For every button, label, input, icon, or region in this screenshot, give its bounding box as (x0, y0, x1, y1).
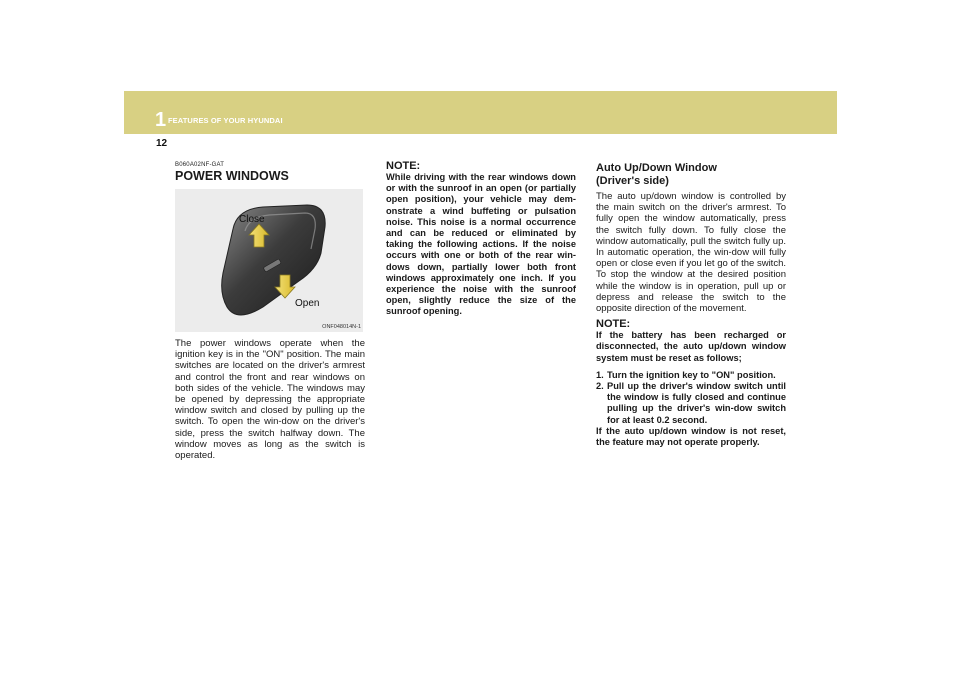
auto-window-section (596, 162, 786, 448)
chapter-number: 1 (155, 109, 167, 131)
section-code: B060A02NF-GAT (175, 162, 225, 168)
note-section (386, 160, 576, 318)
note-text: While driving with the rear windows down or with the sunroof in an open (or partially open position), your vehicle may dem-onstrate a wind buffeting or pulsation noise. This noise is a normal occurrence and can be reduced or eliminated by taking the following actions. If the noise occurs with one or both of the rear win-dows down, partially lower both front windows approximately one inch. If you experience the noise with the sunroof open, slightly reduce the size of the sunroof opening. (386, 172, 576, 317)
window-switch-illustration (175, 189, 363, 332)
auto-window-heading-line2: (Driver's side) (596, 175, 669, 187)
reset-steps (596, 370, 786, 426)
section-heading: POWER WINDOWS (175, 169, 289, 183)
window-switch-figure (175, 189, 363, 332)
note-title: NOTE: (386, 160, 421, 172)
page-number: 12 (156, 138, 168, 149)
auto-window-heading-line1: Auto Up/Down Window (596, 162, 717, 174)
auto-window-note-after: If the auto up/down window is not reset, the feature may not operate properly. (596, 425, 786, 448)
auto-window-note-intro: If the battery has been recharged or disconnected, the auto up/down window system must be reset as follows; (596, 330, 786, 363)
power-windows-section (175, 162, 365, 461)
close-label: Close (239, 214, 265, 225)
auto-window-note-title: NOTE: (596, 318, 631, 331)
list-item: 2. Pull up the driver's window switch until the window is fully closed and continue pulling up the driver's win-dow switch for at least 0.2 second. (596, 381, 786, 425)
open-label: Open (295, 298, 320, 309)
header-band (124, 91, 837, 134)
power-windows-body: The power windows operate when the ignition key is in the "ON" position. The main switches are located on the driver's armrest and control the front and rear windows on both sides of the vehicle. The windows may be opened by depressing the appropriate window switch and closed by pulling up the switch. To open the win-dow on the driver's side, press the switch halfway down. The window moves as long as the switch is operated. (175, 338, 365, 462)
auto-window-body: The auto up/down window is controlled by the main switch on the driver's armrest. To fully open the window automatically, press the switch fully down. To fully close the window automatically, pull the switch fully up. In automatic operation, the win-dow will fully open or close even if you let go of the switch. To stop the window at the desired position while the window is in operation, pull up or depress and release the switch to the opposite direction of the movement. (596, 191, 786, 315)
figure-caption: ONF048014N-1 (322, 324, 361, 330)
list-item: 1. Turn the ignition key to "ON" position. (596, 369, 776, 380)
chapter-title: FEATURES OF YOUR HYUNDAI (168, 116, 283, 125)
